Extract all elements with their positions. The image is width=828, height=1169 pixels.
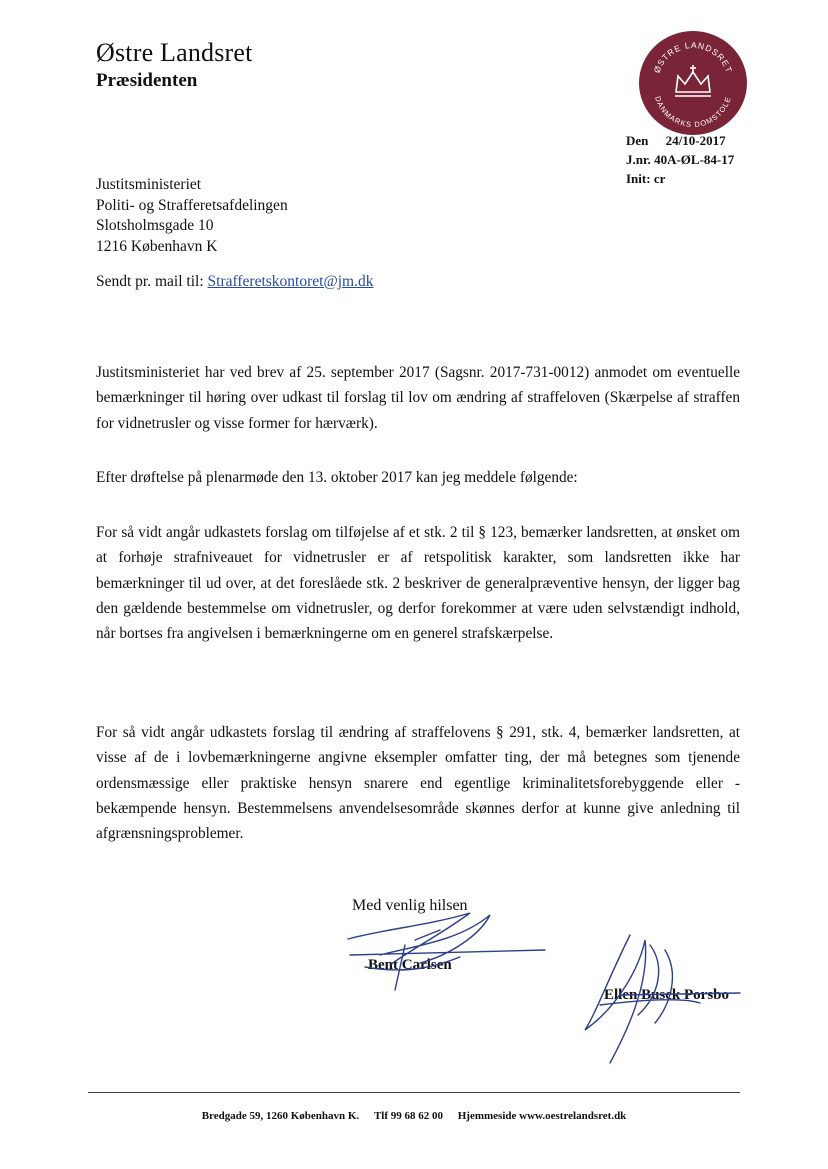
- initials-value: cr: [653, 171, 666, 186]
- organization-subtitle: Præsidenten: [96, 70, 198, 91]
- date-row: [626, 131, 734, 150]
- recipient-address: [96, 175, 288, 257]
- footer-divider: [88, 1092, 740, 1093]
- sent-by-mail: [96, 273, 373, 291]
- body-paragraph-4: For så vidt angår udkastets forslag til ændring af straffelovens § 291, stk. 4, bemærker landsretten, at visse af de i lovbemærkningerne angivne eksempler omfatter ting, der må betegnes som tjenende ordensmæssige eller praktiske hensyn snarere end egentlige kriminalitetsforebyggende eller -bekæmpende hensyn. Bestemmelsens anvendelsesområde skønnes derfor at kunne give anledning til afgrænsningsproblemer.: [96, 724, 740, 843]
- signature-ellen-busck-porsbo: [585, 935, 740, 1063]
- footer-address: Bredgade 59, 1260 København K.: [201, 1110, 360, 1122]
- signer-name-2: Ellen Busck Porsbo: [604, 987, 730, 1003]
- footer: [0, 1110, 828, 1122]
- signature-bent-carlsen: [348, 913, 545, 990]
- initials-row: [626, 169, 734, 188]
- address-line: 1216 København K: [96, 237, 218, 255]
- footer-phone: Tlf 99 68 62 00: [373, 1110, 443, 1122]
- organization-name: Østre Landsret: [96, 38, 253, 67]
- footer-website: Hjemmeside www.oestrelandsret.dk: [457, 1110, 627, 1122]
- seal-text-top: ØSTRE LANDSRET: [651, 39, 735, 75]
- journal-number-row: [626, 150, 734, 169]
- address-line: Justitsministeriet: [96, 176, 202, 193]
- initials-label: Init:: [626, 171, 651, 186]
- body-paragraph-1: Justitsministeriet har ved brev af 25. september 2017 (Sagsnr. 2017-731-0012) anmodet om eventuelle bemærkninger til høring over udkast til forslag til lov om ændring af straffeloven (Skærpelse af straffen for vidnetrusler og visse former for hærværk).: [96, 364, 740, 432]
- body-paragraph-2: Efter drøftelse på plenarmøde den 13. oktober 2017 kan jeg meddele følgende:: [96, 469, 578, 486]
- address-line: Slotsholmsgade 10: [96, 217, 214, 234]
- journal-number-value: 40A-ØL-84-17: [654, 152, 735, 167]
- signer-name-1: Bent Carlsen: [368, 957, 452, 973]
- handwritten-signatures: [320, 905, 760, 1075]
- date-label: Den: [626, 133, 649, 148]
- closing-greeting: Med venlig hilsen: [352, 897, 468, 914]
- body-paragraph-3: For så vidt angår udkastets forslag om tilføjelse af et stk. 2 til § 123, bemærker landsretten, at ønsket om at forhøje strafniveauet for vidnetrusler er af retspolitisk karakter, som landsretten ikke har bemærkninger til ud over, at det foreslåede stk. 2 beskriver de generalpræventive hensyn, der ligger bag den gældende bestemmelse om vidnetrusler, og derfor forekommer at være uden selvstændigt indhold, når bortses fra angivelsen i bemærkningerne om en generel strafskærpelse.: [96, 524, 740, 643]
- address-line: Politi- og Strafferetsafdelingen: [96, 196, 288, 214]
- date-value: 24/10-2017: [665, 133, 726, 148]
- seal-text-bottom: DANMARKS DOMSTOLE: [653, 95, 733, 130]
- journal-number-label: J.nr.: [626, 152, 651, 167]
- court-seal-logo: [638, 28, 748, 138]
- sent-label: Sendt pr. mail til:: [96, 273, 204, 290]
- document-metadata: [626, 131, 734, 188]
- email-link[interactable]: Strafferetskontoret@jm.dk: [207, 273, 374, 290]
